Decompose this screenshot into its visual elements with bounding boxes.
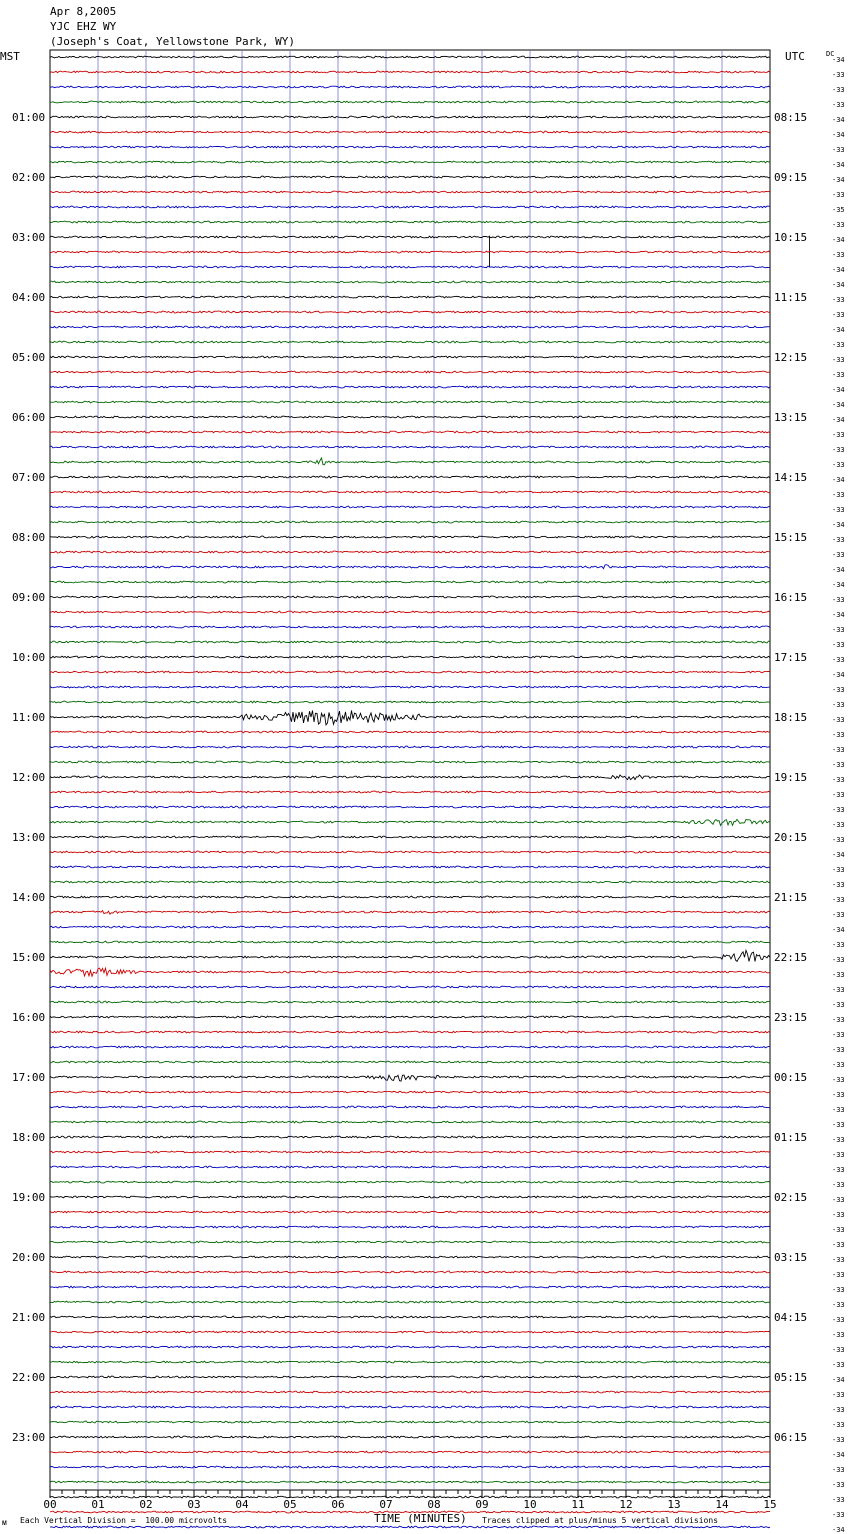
trace-row [50, 116, 770, 118]
dc-offset-label: -33 [832, 1196, 845, 1204]
dc-offset-label: -34 [832, 386, 845, 394]
dc-offset-label: -33 [832, 71, 845, 79]
trace-row [50, 968, 770, 976]
trace-row [50, 656, 770, 658]
dc-offset-label: -33 [832, 1166, 845, 1174]
dc-offset-label: -33 [832, 296, 845, 304]
trace-row [50, 1496, 770, 1498]
dc-offset-label: -34 [832, 281, 845, 289]
dc-offset-label: -33 [832, 1496, 845, 1504]
right-hour-label: 20:15 [774, 831, 808, 844]
trace-row [50, 881, 770, 883]
dc-offset-label: -34 [832, 566, 845, 574]
dc-offset-label: -33 [832, 371, 845, 379]
dc-offset-label: -34 [832, 236, 845, 244]
dc-offset-label: -33 [832, 1226, 845, 1234]
trace-row [50, 1121, 770, 1123]
left-hour-label: 03:00 [12, 231, 46, 244]
dc-offset-label: -34 [832, 611, 845, 619]
x-tick-label: 09 [475, 1498, 489, 1511]
trace-row [50, 221, 770, 223]
trace-row [50, 1061, 770, 1063]
trace-row [50, 671, 770, 673]
x-tick-label: 04 [235, 1498, 249, 1511]
dc-offset-label: -34 [832, 1451, 845, 1459]
dc-offset-label: -33 [832, 551, 845, 559]
trace-row [50, 941, 770, 943]
right-hour-label: 00:15 [774, 1071, 808, 1084]
left-hour-label: 19:00 [12, 1191, 46, 1204]
trace-row [50, 1466, 770, 1468]
trace-row [50, 476, 770, 478]
left-hour-label: 11:00 [12, 711, 46, 724]
trace-row [50, 950, 770, 961]
trace-row [50, 1526, 770, 1528]
trace-row [50, 710, 770, 725]
left-hour-label: 20:00 [12, 1251, 46, 1264]
dc-offset-label: -33 [832, 761, 845, 769]
trace-row [50, 386, 770, 388]
dc-offset-label: -33 [832, 1031, 845, 1039]
trace-row [50, 806, 770, 808]
right-hour-label: 21:15 [774, 891, 808, 904]
dc-offset-label: -34 [832, 671, 845, 679]
dc-offset-label: -33 [832, 1286, 845, 1294]
dc-offset-label: -33 [832, 221, 845, 229]
trace-row [50, 1481, 770, 1483]
trace-row [50, 191, 770, 193]
dc-offset-label: -33 [832, 1466, 845, 1474]
trace-row [50, 281, 770, 283]
x-tick-label: 02 [139, 1498, 153, 1511]
trace-row [50, 1391, 770, 1393]
dc-offset-label: -33 [832, 1271, 845, 1279]
left-hour-label: 02:00 [12, 171, 46, 184]
trace-row [50, 1241, 770, 1243]
trace-row [50, 506, 770, 508]
left-hour-label: 21:00 [12, 1311, 46, 1324]
trace-row [50, 1001, 770, 1003]
dc-offset-label: -33 [832, 1346, 845, 1354]
dc-offset-label: -33 [832, 896, 845, 904]
right-hour-label: 01:15 [774, 1131, 808, 1144]
dc-offset-label: -34 [832, 116, 845, 124]
dc-offset-label: -33 [832, 791, 845, 799]
dc-offset-label: -33 [832, 1211, 845, 1219]
trace-row [50, 1226, 770, 1228]
trace-row [50, 296, 770, 298]
dc-offset-label: -34 [832, 176, 845, 184]
trace-row [50, 986, 770, 988]
x-tick-label: 00 [43, 1498, 57, 1511]
trace-row [50, 1436, 770, 1438]
trace-row [50, 356, 770, 358]
trace-row [50, 458, 770, 465]
trace-row [50, 161, 770, 163]
dc-offset-label: -35 [832, 206, 845, 214]
trace-row [50, 565, 770, 569]
right-hour-label: 03:15 [774, 1251, 808, 1264]
x-tick-label: 13 [667, 1498, 681, 1511]
dc-offset-label: -34 [832, 476, 845, 484]
x-tick-label: 14 [715, 1498, 729, 1511]
trace-row [50, 1211, 770, 1213]
dc-offset-label: -34 [832, 161, 845, 169]
dc-offset-label: -34 [832, 266, 845, 274]
trace-row [50, 791, 770, 793]
dc-offset-label: -33 [832, 446, 845, 454]
trace-row [50, 1271, 770, 1273]
record-date: Apr 8,2005 [50, 5, 117, 18]
x-tick-label: 12 [619, 1498, 633, 1511]
trace-row [50, 131, 770, 133]
right-hour-label: 06:15 [774, 1431, 808, 1444]
left-hour-label: 04:00 [12, 291, 46, 304]
trace-row [50, 416, 770, 418]
trace-row [50, 1331, 770, 1333]
dc-offset-label: -33 [832, 86, 845, 94]
trace-row [50, 761, 770, 763]
dc-offset-label: -33 [832, 971, 845, 979]
trace-row [50, 775, 770, 780]
left-hour-label: 07:00 [12, 471, 46, 484]
dc-offset-label: -33 [832, 1001, 845, 1009]
trace-row [50, 311, 770, 313]
trace-row [50, 251, 770, 253]
trace-row [50, 86, 770, 88]
dc-offset-label: -34 [832, 401, 845, 409]
trace-row [50, 176, 770, 178]
dc-offset-label: -33 [832, 1121, 845, 1129]
right-hour-label: 17:15 [774, 651, 808, 664]
dc-offset-label: -33 [832, 986, 845, 994]
trace-row [50, 521, 770, 523]
dc-offset-label: -33 [832, 191, 845, 199]
left-hour-label: 22:00 [12, 1371, 46, 1384]
dc-offset-label: -33 [832, 1136, 845, 1144]
trace-row [50, 731, 770, 733]
trace-row [50, 1091, 770, 1093]
dc-label: DC [826, 50, 835, 58]
trace-row [50, 1421, 770, 1423]
dc-offset-label: -33 [832, 911, 845, 919]
dc-offset-label: -33 [832, 656, 845, 664]
right-hour-label: 22:15 [774, 951, 808, 964]
dc-offset-label: -33 [832, 1091, 845, 1099]
dc-offset-label: -34 [832, 416, 845, 424]
x-tick-label: 03 [187, 1498, 201, 1511]
trace-row [50, 1361, 770, 1363]
x-tick-label: 07 [379, 1498, 393, 1511]
trace-row [50, 341, 770, 343]
trace-row [50, 71, 770, 73]
right-hour-label: 02:15 [774, 1191, 808, 1204]
right-hour-label: 09:15 [774, 171, 808, 184]
trace-row [50, 1016, 770, 1018]
left-hour-label: 17:00 [12, 1071, 46, 1084]
trace-row [50, 1346, 770, 1348]
dc-offset-label: -34 [832, 1526, 845, 1534]
left-timezone-label: MST [0, 50, 20, 63]
dc-offset-label: -33 [832, 956, 845, 964]
trace-row [50, 1316, 770, 1318]
dc-offset-label: -33 [832, 1421, 845, 1429]
trace-row [50, 206, 770, 208]
trace-row [50, 836, 770, 838]
x-tick-label: 11 [571, 1498, 585, 1511]
right-hour-label: 19:15 [774, 771, 808, 784]
right-hour-label: 12:15 [774, 351, 808, 364]
left-hour-label: 09:00 [12, 591, 46, 604]
dc-offset-label: -33 [832, 1436, 845, 1444]
trace-row [50, 686, 770, 688]
x-tick-label: 15 [763, 1498, 777, 1511]
corner-mark: ᴍ [2, 1518, 7, 1527]
trace-row [50, 1106, 770, 1108]
right-hour-label: 18:15 [774, 711, 808, 724]
left-hour-label: 18:00 [12, 1131, 46, 1144]
station-code: YJC EHZ WY [50, 20, 117, 33]
trace-row [50, 101, 770, 103]
right-hour-label: 04:15 [774, 1311, 808, 1324]
dc-offset-label: -33 [832, 1391, 845, 1399]
trace-row [50, 401, 770, 403]
trace-row [50, 326, 770, 328]
right-hour-label: 08:15 [774, 111, 808, 124]
dc-offset-label: -34 [832, 521, 845, 529]
left-hour-label: 15:00 [12, 951, 46, 964]
dc-offset-label: -33 [832, 491, 845, 499]
dc-offset-label: -33 [832, 1241, 845, 1249]
left-hour-label: 05:00 [12, 351, 46, 364]
dc-offset-label: -34 [832, 851, 845, 859]
left-hour-label: 08:00 [12, 531, 46, 544]
dc-offset-label: -33 [832, 731, 845, 739]
right-timezone-label: UTC [785, 50, 805, 63]
dc-offset-label: -33 [832, 626, 845, 634]
trace-row [50, 1151, 770, 1153]
trace-row [50, 1196, 770, 1198]
left-hour-label: 13:00 [12, 831, 46, 844]
dc-offset-label: -34 [832, 56, 845, 64]
left-hour-label: 01:00 [12, 111, 46, 124]
dc-offset-label: -34 [832, 131, 845, 139]
dc-offset-label: -33 [832, 146, 845, 154]
right-hour-label: 10:15 [774, 231, 808, 244]
trace-row [50, 1136, 770, 1138]
dc-offset-label: -34 [832, 926, 845, 934]
trace-row [50, 1256, 770, 1258]
x-tick-label: 10 [523, 1498, 537, 1511]
dc-offset-label: -33 [832, 806, 845, 814]
dc-offset-label: -33 [832, 1406, 845, 1414]
dc-offset-label: -33 [832, 1016, 845, 1024]
trace-row [50, 701, 770, 703]
right-hour-label: 13:15 [774, 411, 808, 424]
trace-row [50, 1451, 770, 1453]
right-hour-label: 11:15 [774, 291, 808, 304]
dc-offset-label: -34 [832, 581, 845, 589]
right-hour-label: 14:15 [774, 471, 808, 484]
dc-offset-label: -33 [832, 1046, 845, 1054]
dc-offset-label: -33 [832, 686, 845, 694]
dc-offset-label: -33 [832, 311, 845, 319]
trace-row [50, 1286, 770, 1288]
clip-note: Traces clipped at plus/minus 5 vertical divisions [482, 1516, 719, 1525]
dc-offset-label: -33 [832, 1481, 845, 1489]
trace-row [50, 491, 770, 493]
dc-offset-label: -33 [832, 776, 845, 784]
trace-row [50, 596, 770, 598]
dc-offset-label: -33 [832, 431, 845, 439]
dc-offset-label: -33 [832, 461, 845, 469]
trace-row [50, 926, 770, 928]
dc-offset-label: -33 [832, 1151, 845, 1159]
trace-row [50, 911, 770, 915]
dc-offset-label: -33 [832, 1361, 845, 1369]
dc-offset-label: -34 [832, 1376, 845, 1384]
dc-offset-label: -33 [832, 1061, 845, 1069]
dc-offset-label: -33 [832, 836, 845, 844]
trace-row [50, 1301, 770, 1303]
trace-row [50, 371, 770, 373]
left-hour-label: 14:00 [12, 891, 46, 904]
trace-row [50, 581, 770, 583]
trace-row [50, 146, 770, 148]
trace-row [50, 1181, 770, 1183]
dc-offset-label: -33 [832, 1301, 845, 1309]
trace-row [50, 611, 770, 613]
dc-offset-label: -33 [832, 101, 845, 109]
dc-offset-label: -33 [832, 866, 845, 874]
right-hour-label: 23:15 [774, 1011, 808, 1024]
dc-offset-label: -33 [832, 1316, 845, 1324]
x-tick-label: 08 [427, 1498, 441, 1511]
dc-offset-label: -33 [832, 1106, 845, 1114]
dc-offset-label: -33 [832, 746, 845, 754]
right-hour-label: 16:15 [774, 591, 808, 604]
trace-row [50, 551, 770, 553]
dc-offset-label: -33 [832, 1511, 845, 1519]
trace-row [50, 819, 770, 825]
trace-row [50, 446, 770, 448]
trace-row [50, 1031, 770, 1033]
trace-row [50, 641, 770, 643]
left-hour-label: 10:00 [12, 651, 46, 664]
trace-row [50, 626, 770, 628]
left-hour-label: 12:00 [12, 771, 46, 784]
trace-row [50, 896, 770, 898]
dc-offset-label: -33 [832, 821, 845, 829]
x-tick-label: 06 [331, 1498, 345, 1511]
dc-offset-label: -33 [832, 251, 845, 259]
scale-note: Each Vertical Division = 100.00 microvolts [20, 1516, 228, 1525]
dc-offset-label: -33 [832, 1076, 845, 1084]
x-axis-title: TIME (MINUTES) [374, 1512, 467, 1525]
dc-offset-label: -33 [832, 716, 845, 724]
dc-offset-label: -33 [832, 941, 845, 949]
dc-offset-label: -33 [832, 596, 845, 604]
dc-offset-label: -33 [832, 641, 845, 649]
dc-offset-label: -33 [832, 1331, 845, 1339]
dc-offset-label: -33 [832, 881, 845, 889]
dc-offset-label: -33 [832, 1181, 845, 1189]
dc-offset-label: -34 [832, 326, 845, 334]
trace-row [50, 1406, 770, 1408]
x-tick-label: 05 [283, 1498, 297, 1511]
trace-row [50, 1376, 770, 1378]
dc-offset-label: -33 [832, 341, 845, 349]
x-tick-label: 01 [91, 1498, 105, 1511]
trace-row [50, 1046, 770, 1048]
dc-offset-label: -33 [832, 1256, 845, 1264]
left-hour-label: 06:00 [12, 411, 46, 424]
trace-row [50, 866, 770, 868]
left-hour-label: 23:00 [12, 1431, 46, 1444]
dc-offset-label: -33 [832, 536, 845, 544]
dc-offset-label: -33 [832, 356, 845, 364]
trace-row [50, 1166, 770, 1168]
trace-row [50, 266, 770, 268]
station-location: (Joseph's Coat, Yellowstone Park, WY) [50, 35, 296, 48]
dc-offset-label: -33 [832, 701, 845, 709]
trace-row [50, 1075, 770, 1081]
right-hour-label: 15:15 [774, 531, 808, 544]
left-hour-label: 16:00 [12, 1011, 46, 1024]
trace-row [50, 536, 770, 538]
trace-row [50, 56, 770, 58]
trace-row [50, 851, 770, 853]
trace-row [50, 746, 770, 748]
right-hour-label: 05:15 [774, 1371, 808, 1384]
trace-row [50, 431, 770, 433]
dc-offset-label: -33 [832, 506, 845, 514]
